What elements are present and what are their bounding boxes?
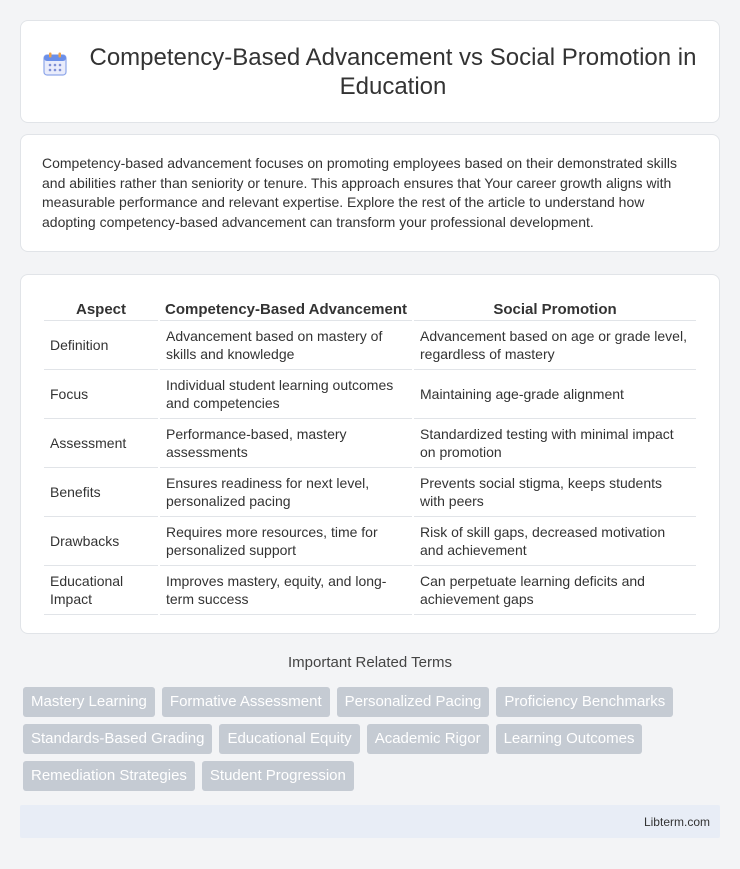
table-row xyxy=(44,321,696,370)
table-row xyxy=(44,517,696,566)
page-title: Competency-Based Advancement vs Social Promotion in Education xyxy=(89,43,697,100)
table-cell: Standardized testing with minimal impact on promotion xyxy=(414,419,696,468)
comparison-table xyxy=(42,295,698,615)
term-tag[interactable]: Student Progression xyxy=(202,761,354,791)
table-row xyxy=(44,419,696,468)
header-social: Social Promotion xyxy=(414,295,696,321)
title-card xyxy=(20,20,720,123)
intro-paragraph: Competency-based advancement focuses on promoting employees based on their demonstrated skills and abilities rather than seniority or tenure. This approach ensures that Your career growth aligns with measurable performance and relevant expertise. Explore the rest of the article to understand how adopting competency-based advancement can transform your professional development. xyxy=(42,155,678,230)
table-row xyxy=(44,370,696,419)
table-cell: Maintaining age-grade alignment xyxy=(414,370,696,419)
term-tag[interactable]: Standards-Based Grading xyxy=(23,724,212,754)
table-cell: Benefits xyxy=(44,468,158,517)
table-cell: Assessment xyxy=(44,419,158,468)
term-tag[interactable]: Personalized Pacing xyxy=(337,687,490,717)
table-cell: Drawbacks xyxy=(44,517,158,566)
comparison-table-card xyxy=(20,274,720,634)
footer xyxy=(20,805,720,838)
term-tag[interactable]: Formative Assessment xyxy=(162,687,330,717)
calendar-icon xyxy=(42,51,68,77)
table-cell: Definition xyxy=(44,321,158,370)
table-cell: Requires more resources, time for personalized support xyxy=(160,517,412,566)
term-tag[interactable]: Remediation Strategies xyxy=(23,761,195,791)
table-cell: Advancement based on mastery of skills and knowledge xyxy=(160,321,412,370)
table-cell: Can perpetuate learning deficits and achievement gaps xyxy=(414,566,696,615)
table-cell: Risk of skill gaps, decreased motivation and achievement xyxy=(414,517,696,566)
term-tag[interactable]: Educational Equity xyxy=(219,724,359,754)
related-terms-heading: Important Related Terms xyxy=(288,654,452,671)
table-cell: Performance-based, mastery assessments xyxy=(160,419,412,468)
table-cell: Ensures readiness for next level, personalized pacing xyxy=(160,468,412,517)
header-aspect: Aspect xyxy=(44,295,158,321)
table-row xyxy=(44,566,696,615)
table-cell: Educational Impact xyxy=(44,566,158,615)
header-competency: Competency-Based Advancement xyxy=(160,295,412,321)
related-terms-list xyxy=(23,687,720,791)
table-cell: Prevents social stigma, keeps students with peers xyxy=(414,468,696,517)
term-tag[interactable]: Proficiency Benchmarks xyxy=(496,687,673,717)
term-tag[interactable]: Learning Outcomes xyxy=(496,724,643,754)
table-cell: Advancement based on age or grade level, regardless of mastery xyxy=(414,321,696,370)
table-cell: Improves mastery, equity, and long-term success xyxy=(160,566,412,615)
table-header-row xyxy=(44,295,696,321)
footer-brand-link[interactable]: Libterm.com xyxy=(643,814,710,829)
table-row xyxy=(44,468,696,517)
term-tag[interactable]: Academic Rigor xyxy=(367,724,489,754)
intro-card xyxy=(20,134,720,252)
table-cell: Individual student learning outcomes and competencies xyxy=(160,370,412,419)
table-cell: Focus xyxy=(44,370,158,419)
term-tag[interactable]: Mastery Learning xyxy=(23,687,155,717)
